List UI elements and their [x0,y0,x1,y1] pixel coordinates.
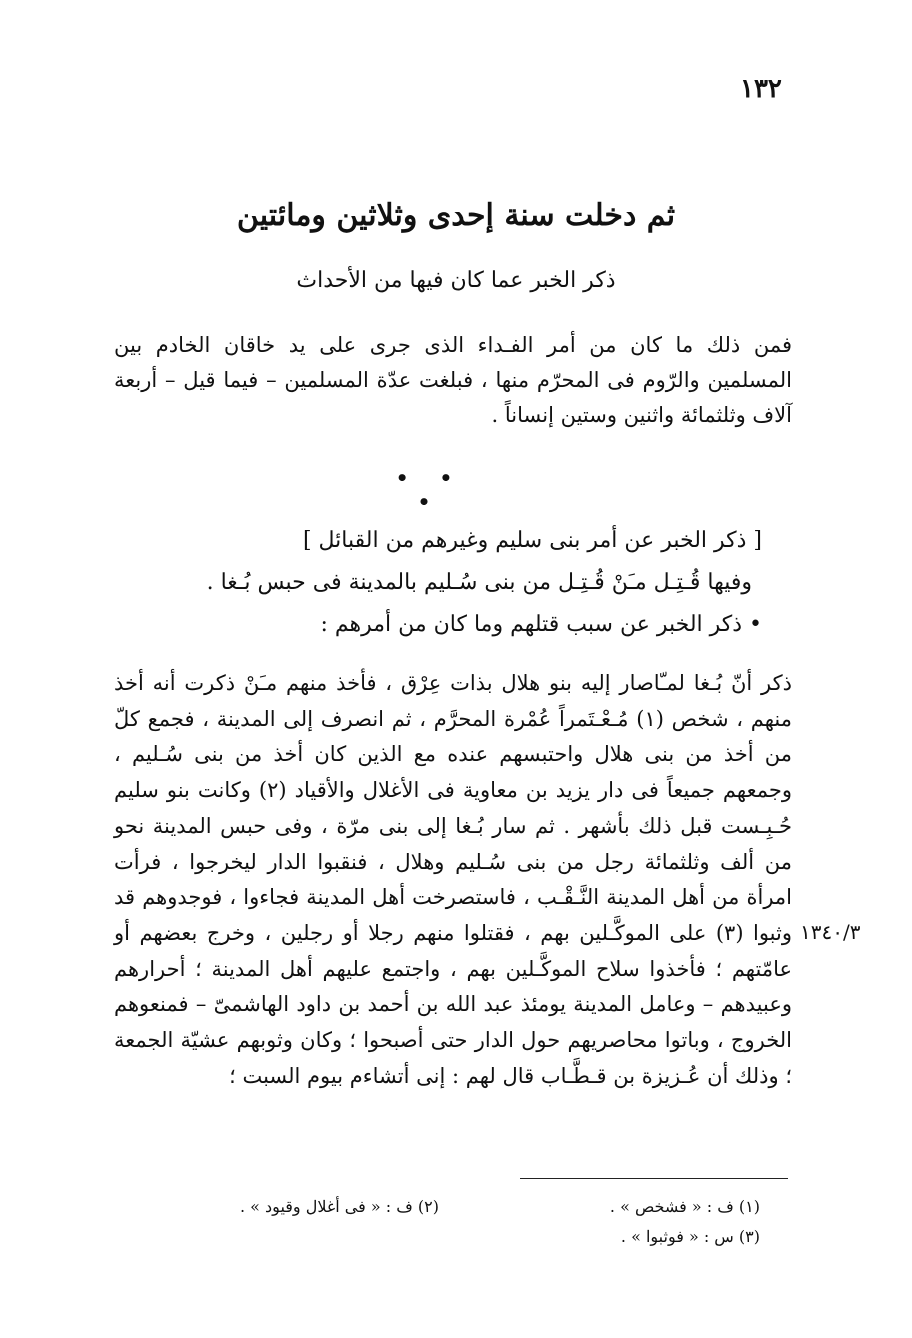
footnote-divider [520,1178,788,1179]
body-paragraph: ذكر أنّ بُـغا لمـّاصار إليه بنو هلال بذات عِرْق ، فأخذ منهم مـَنْ ذكرت أنه أخذ منهم ، شخص (١) مُـعْـتَمراً عُمْرة المحرَّم ، ثم انصرف إلى المدينة ، فجمع كلّ من أخذ من بنى هلال واحتبسهم عنده مع الذين كان أخذ من بنى سُـليم ، وجمعهم جميعاً فى دار يزيد بن معاوية فى الأغلال والأقياد (٢) وكانت بنو سليم حُـبِـست قبل ذلك بأشهر . ثم سار بُـغا إلى بنى مرّة ، وفى حبس المدينة نحو من ألف وثلثمائة رجل من بنى سُـليم وهلال ، فنقبوا الدار ليخرجوا ، فرأت امرأة من أهل المدينة النَّـقْـب ، فاستصرخت أهل المدينة فجاءوا ، فوجدوهم قد وثبوا (٣) على الموكَّـلين بهم ، فقتلوا منهم رجلا أو رجلين ، وخرج بعضهم أو عامّتهم ؛ فأخذوا سلاح الموكَّـلين بهم ، واجتمع عليهم أهل المدينة ؛ أحرارهم وعبيدهم – وعامل المدينة يومئذ عبد الله بن أحمد بن داود الهاشمىّ – فمنعوهم الخروج ، وباتوا محاصريهم حول الدار حتى أصبحوا ؛ وكان وثوبهم عشيّة الجمعة ؛ وذلك أن عُـزيزة بن قـطَّـاب قال لهم : إنى أتشاءم بيوم السبت ؛ [114,671,793,1088]
page-number: ١٣٢ [740,74,782,104]
footnote-row [240,1222,760,1252]
section-separator: • • • [395,466,465,514]
intro-paragraph: فمن ذلك ما كان من أمر الفـداء الذى جرى على يد خاقان الخادم بين المسلمين والرّوم فى المحرّم منها ، فبلغت عدّة المسلمين – فيما قيل – أربعة آلاف وثلثمائة واثنين وستين إنساناً . [114,333,793,427]
chapter-title: ثم دخلت سنة إحدى وثلاثين ومائتين [236,198,676,233]
footnotes [240,1192,760,1252]
subsection-heading: [ ذكر الخبر عن أمر بنى سليم وغيرهم من القبائل ] [302,528,762,553]
subsection-line: وفيها قُـتِـل مـَنْ قُـتِـل من بنى سُـليم بالمدينة فى حبس بُـغا . [206,570,752,595]
margin-reference-note: ١٣٤٠/٣ [800,920,861,944]
footnote-3: (٣) س : « فوثبوا » . [620,1227,760,1246]
subsection [120,520,762,646]
footnote-row [240,1192,760,1222]
section-title: ذكر الخبر عما كان فيها من الأحداث [296,268,616,293]
footnote-2: (٢) ف : « فى أغلال وقيود » . [240,1197,439,1216]
intro-paragraph-block [114,328,792,432]
footnote-1: (١) ف : « فشخص » . [609,1197,760,1216]
body-paragraph-block [114,666,792,1094]
subsection-subheading: • ذكر الخبر عن سبب قتلهم وما كان من أمرهم : [320,612,762,637]
